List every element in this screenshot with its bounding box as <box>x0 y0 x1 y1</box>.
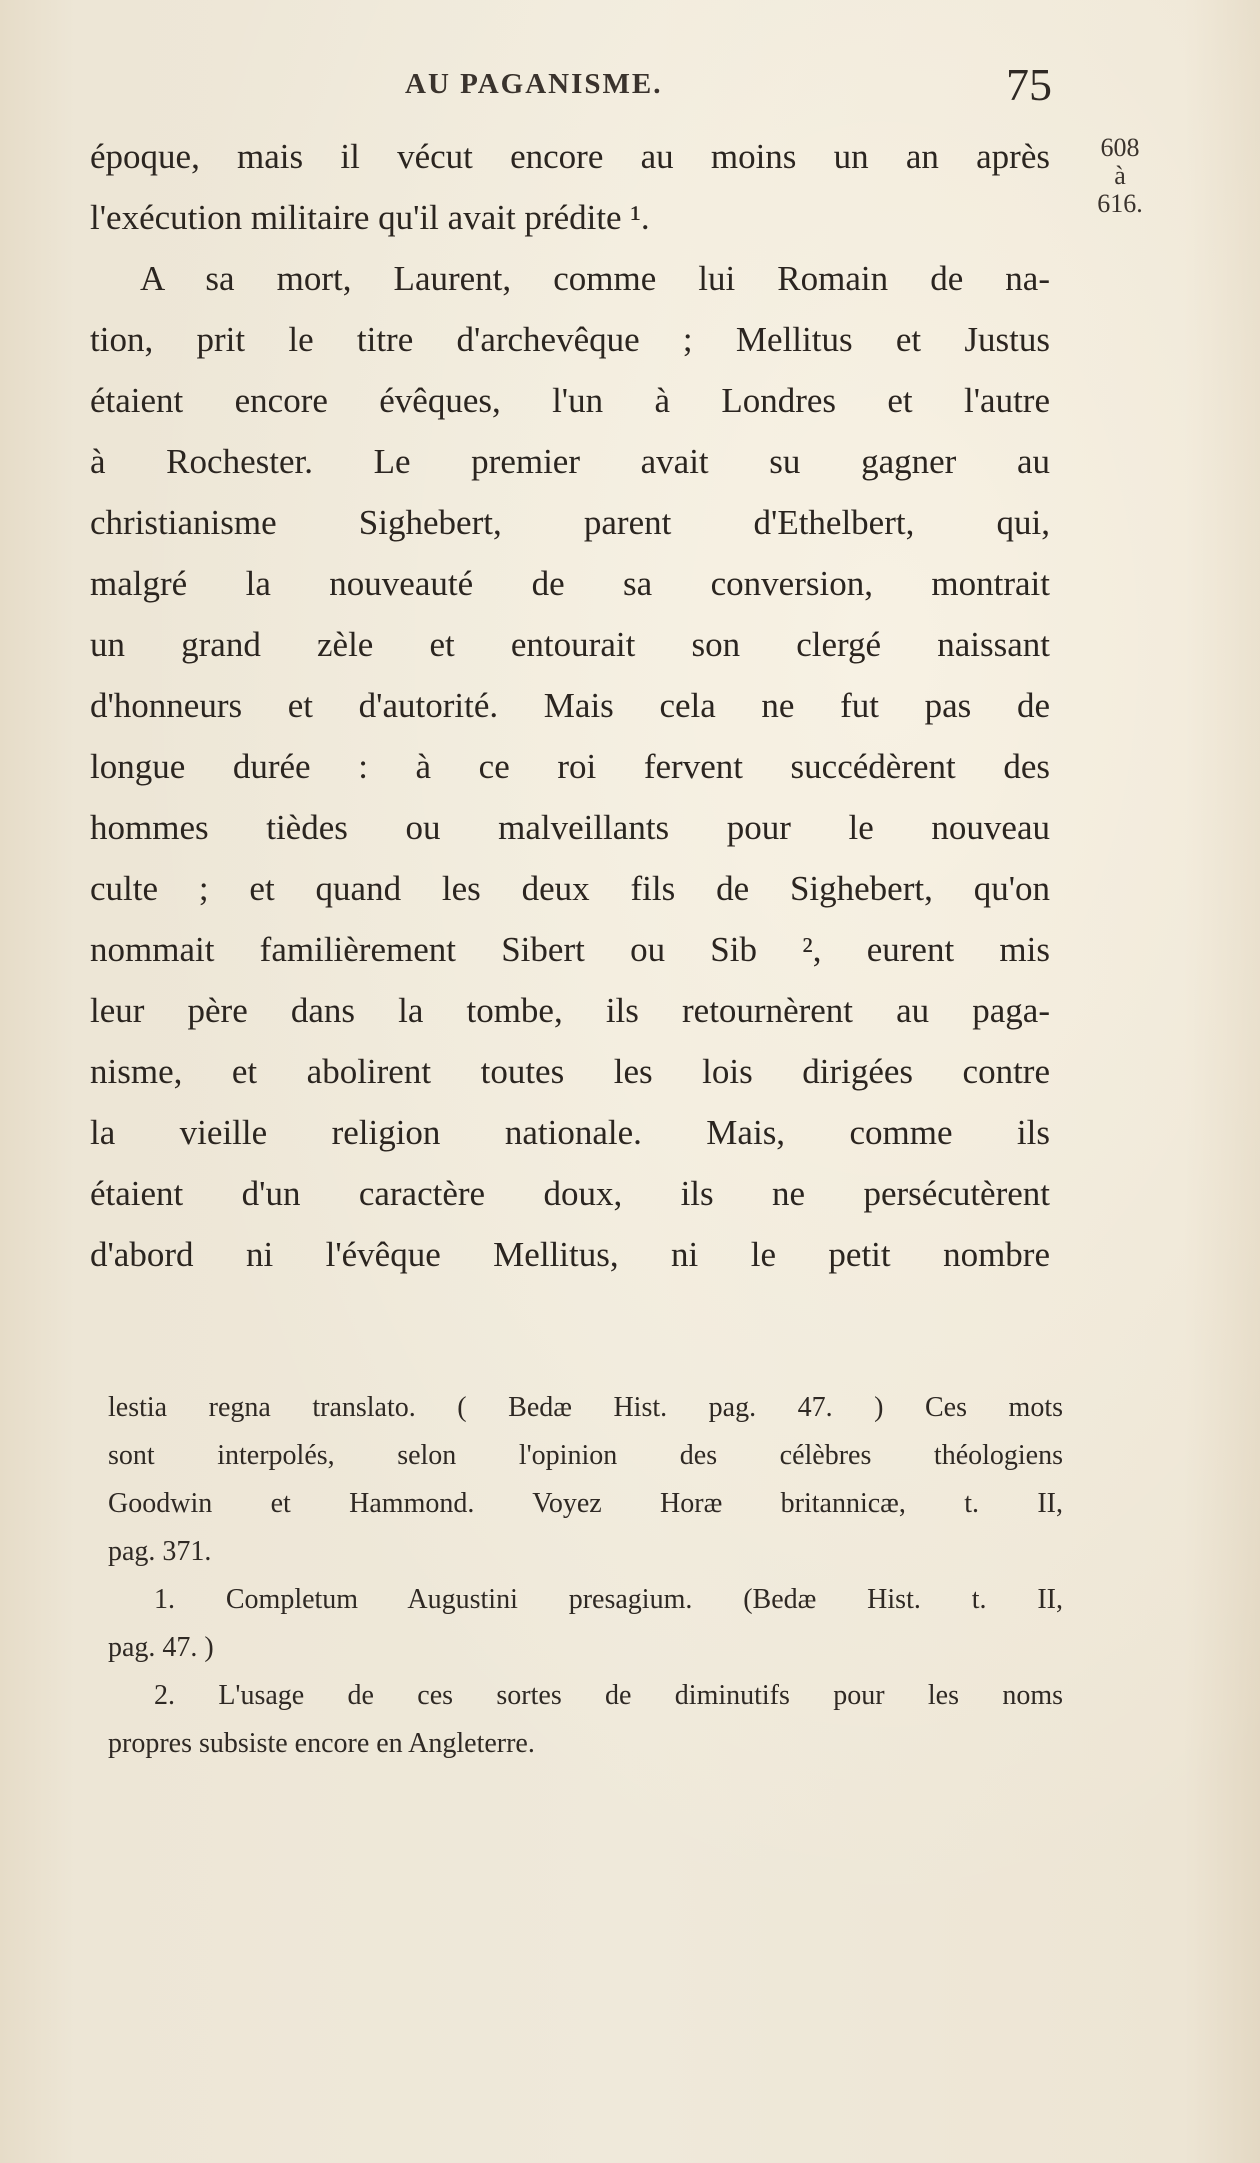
body-line: d'honneurs et d'autorité. Mais cela ne fut pas de <box>90 686 1050 725</box>
body-line: hommes tièdes ou malveillants pour le nouveau <box>90 808 1050 847</box>
body-line: A sa mort, Laurent, comme lui Romain de na- <box>140 259 1050 298</box>
body-line: longue durée : à ce roi fervent succédèrent des <box>90 747 1050 786</box>
margin-date-note <box>1080 134 1160 218</box>
footnote-line: 2. L'usage de ces sortes de diminutifs pour les noms <box>154 1680 1063 1711</box>
margin-separator: à <box>1114 161 1126 190</box>
body-line: nommait familièrement Sibert ou Sib ², eurent mis <box>90 930 1050 969</box>
body-line: époque, mais il vécut encore au moins un an après <box>90 137 1050 176</box>
page-header <box>90 58 1050 118</box>
footnote-line: pag. 371. <box>108 1536 212 1567</box>
body-text <box>90 126 1050 1285</box>
body-line: culte ; et quand les deux fils de Sighebert, qu'on <box>90 869 1050 908</box>
body-line: christianisme Sighebert, parent d'Ethelbert, qui, <box>90 503 1050 542</box>
body-line: l'exécution militaire qu'il avait prédite ¹. <box>90 198 650 237</box>
body-line: tion, prit le titre d'archevêque ; Mellitus et Justus <box>90 320 1050 359</box>
body-line: nisme, et abolirent toutes les lois dirigées contre <box>90 1052 1050 1091</box>
page-number: 75 <box>1006 59 1052 110</box>
footnote-line: propres subsiste encore en Angleterre. <box>108 1728 535 1759</box>
margin-year-end: 616. <box>1097 189 1143 218</box>
footnote-line: pag. 47. ) <box>108 1632 214 1663</box>
footnote-line: Goodwin et Hammond. Voyez Horæ britannicæ, t. II, <box>108 1488 1063 1519</box>
body-line: un grand zèle et entourait son clergé naissant <box>90 625 1050 664</box>
body-line: à Rochester. Le premier avait su gagner au <box>90 442 1050 481</box>
running-title: AU PAGANISME. <box>405 68 663 100</box>
footnote-line: lestia regna translato. ( Bedæ Hist. pag. 47. ) Ces mots <box>108 1392 1063 1423</box>
body-line: étaient d'un caractère doux, ils ne persécutèrent <box>90 1174 1050 1213</box>
body-line: d'abord ni l'évêque Mellitus, ni le petit nombre <box>90 1235 1050 1274</box>
body-line: leur père dans la tombe, ils retournèrent au paga- <box>90 991 1050 1030</box>
footnote-line: 1. Completum Augustini presagium. (Bedæ Hist. t. II, <box>154 1584 1063 1615</box>
footnote-line: sont interpolés, selon l'opinion des célèbres théologiens <box>108 1440 1063 1471</box>
body-line: malgré la nouveauté de sa conversion, montrait <box>90 564 1050 603</box>
body-line: étaient encore évêques, l'un à Londres et l'autre <box>90 381 1050 420</box>
body-line: la vieille religion nationale. Mais, comme ils <box>90 1113 1050 1152</box>
margin-year-start: 608 <box>1100 133 1140 162</box>
footnotes <box>108 1384 1063 1768</box>
